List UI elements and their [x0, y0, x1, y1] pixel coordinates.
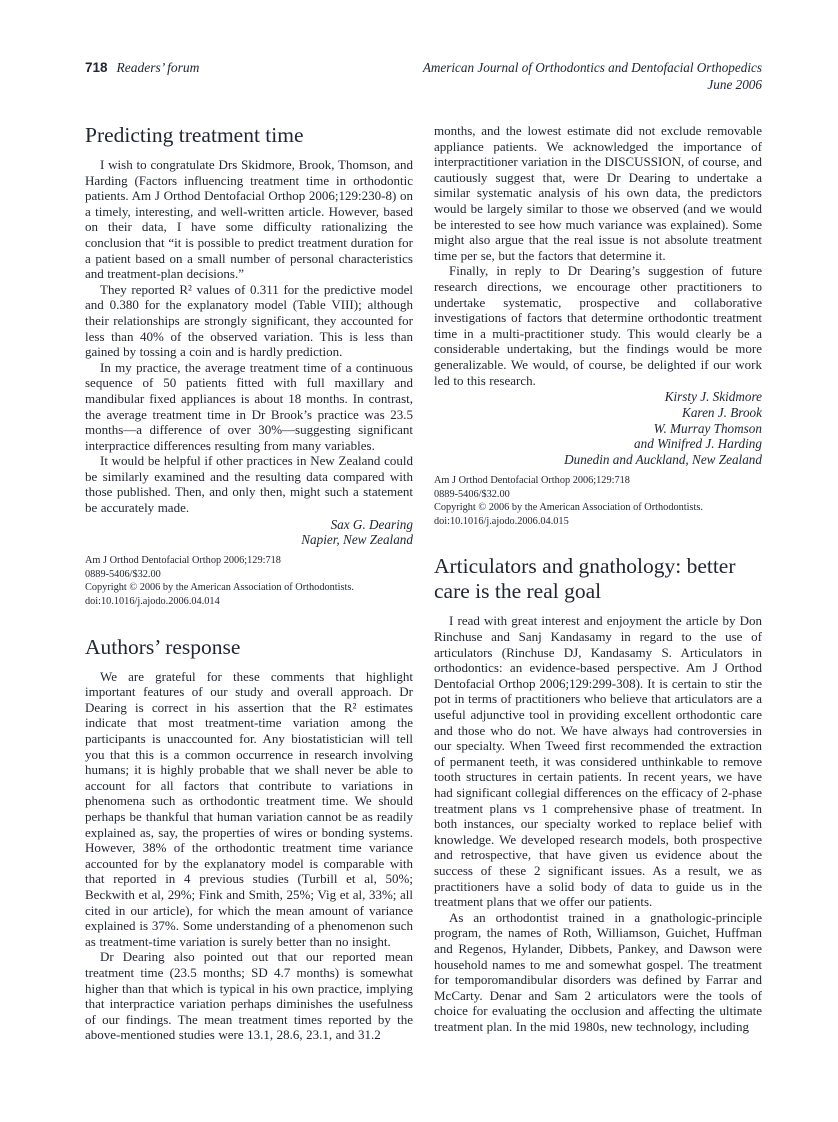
citation-line: doi:10.1016/j.ajodo.2006.04.014 — [85, 596, 220, 608]
left-column — [85, 123, 413, 1043]
issue-date: June 2006 — [707, 76, 762, 92]
letter-paragraph: Dr Dearing also pointed out that our reported mean treatment time (23.5 months; SD 4.7 months) is somewhat higher than that which is typical in his own practice, implying that interpractice variation perhaps diminishes the usefulness of our findings. The mean treatment times reported by the above-mentioned studies were 13.1, 28.6, 23.1, and 31.2 — [85, 949, 413, 1043]
citation-block — [85, 554, 413, 608]
signature-location: Napier, New Zealand — [301, 532, 413, 548]
letter-paragraph: We are grateful for these comments that highlight important features of our study and overall approach. Dr Dearing is correct in his assertion that the R² estimates indicate that most treatment-time variation among the participants is unaccounted for. Any biostatistician will tell you that this is a common occurrence in research involving humans; it is highly probable that we shall never be able to account for all factors that contribute to variations in phenomena such as orthodontic treatment time. We should perhaps be thankful that human variation cannot be as readily explained as, say, the properties of wires or bonding systems. However, 38% of the orthodontic treatment time variance accounted for by the explanatory model is comparable with that reported in 4 previous studies (Turbill et al, 50%; Beckwith et al, 29%; Fink and Smith, 25%; Vig et al, 33%; all cited in our article), for which the mean amount of variance explained is 37%. Some understanding of a phenomenon such as treatment-time variation is surely better than no insight. — [85, 668, 413, 949]
letter-authors-response — [85, 635, 413, 1043]
section-title: Readers’ forum — [116, 60, 200, 75]
citation-line: Am J Orthod Dentofacial Orthop 2006;129:718 — [85, 555, 281, 567]
signature-name: W. Murray Thomson — [653, 420, 762, 436]
journal-name: American Journal of Orthodontics and Dentofacial Orthopedics — [422, 60, 762, 75]
letter-title: Authors’ response — [85, 634, 241, 659]
header-left — [85, 60, 199, 76]
two-column-layout — [85, 123, 762, 1043]
citation-line: Copyright © 2006 by the American Association of Orthodontists. — [85, 582, 354, 594]
signature-name: Sax G. Dearing — [330, 516, 413, 532]
letter-paragraph: In my practice, the average treatment time of a continuous sequence of 50 patients fitted with full maxillary and mandibular fixed appliances is about 18 months. In contrast, the average treatment time in Dr Brook’s practice was 23.5 months—a difference of over 30%—suggesting significant interpractice differences resulting from many variables. — [85, 359, 413, 453]
letter-title: Articulators and gnathology: better care is the real goal — [434, 554, 736, 604]
signature-location: Dunedin and Auckland, New Zealand — [564, 452, 762, 468]
signature-name: Kirsty J. Skidmore — [664, 389, 762, 405]
letter-predicting-treatment-time — [85, 123, 413, 609]
citation-line: Am J Orthod Dentofacial Orthop 2006;129:718 — [434, 475, 630, 487]
letter-paragraph: As an orthodontist trained in a gnathologic-principle program, the names of Roth, Williamson, Guichet, Huffman and Regenos, Hylander, Dibbets, Pankey, and Dawson were household names to me and somewhat gospel. The treatment for temporomandibular disorders was defined by Farrar and McCarty. Denar and Sam 2 articulators were the tools of choice for evaluating the occlusion and affecting the ultimate treatment plan. In the mid 1980s, new technology, including — [434, 909, 762, 1034]
right-column — [434, 123, 762, 1043]
letter-paragraph-continued: months, and the lowest estimate did not exclude removable appliance patients. We acknowledged the importance of interpractitioner variation in the DISCUSSION, of course, and cautiously suggest that, were Dr Dearing to undertake a similar systematic analysis of his own data, the predictors would be largely similar to those we observed (and we would be interested to see how much variance was explained). Some might also argue that the real issue is not absolute treatment time per se, but the factors that determine it. — [434, 123, 762, 263]
citation-line: Copyright © 2006 by the American Association of Orthodontists. — [434, 502, 703, 514]
citation-line: 0889-5406/$32.00 — [85, 568, 161, 580]
citation-block — [434, 474, 762, 528]
letter-paragraph: They reported R² values of 0.311 for the predictive model and 0.380 for the explanatory model (Table VIII); although their relationships are strongly significant, they accounted for less than 40% of the observed variation. This is less than gained by tossing a coin and is hardly prediction. — [85, 281, 413, 360]
citation-line: doi:10.1016/j.ajodo.2006.04.015 — [434, 515, 569, 527]
citation-line: 0889-5406/$32.00 — [434, 488, 510, 500]
page-number: 718 — [85, 60, 108, 75]
letter-paragraph: Finally, in reply to Dr Dearing’s suggestion of future research directions, we encourage other practitioners to undertake systematic, prospective and collaborative investigations of factors that determine orthodontic treatment time in a multi-practitioner study. This would clearly be a considerable undertaking, but the findings would be more generalizable. We would, of course, be delighted if our work led to this research. — [434, 263, 762, 388]
letter-articulators-gnathology — [434, 554, 762, 1034]
signature-name: and Winifred J. Harding — [634, 436, 762, 452]
letter-authors-response-continued — [434, 123, 762, 528]
letter-title: Predicting treatment time — [85, 123, 304, 147]
running-header — [85, 60, 762, 93]
letter-paragraph: I read with great interest and enjoyment the article by Don Rinchuse and Sanj Kandasamy in regard to the use of articulators (Rinchuse DJ, Kandasamy S. Articulators in orthodontics: an evidence-based perspective. Am J Orthod Dentofacial Orthop 2006;129:299-308). It is certain to stir the pot in terms of practitioners who believe that articulators are a useful adjunctive tool in providing excellent orthodontic care and those who do not. We have always had controversies in our specialty. When Tweed first recommended the extraction of permanent teeth, it was considered unthinkable to remove tooth structures in certain patients. In recent years, we have had significant collegial differences on the efficacy of 2-phase treatment plans vs 1 comprehensive phase of treatment. In both instances, our specialty worked to replace belief with knowledge. We developed research models, both prospective and retrospective, that have given us evidence about the success of these 2 significant issues. As a result, we as practitioners have a solid body of data to guide us in the treatment plans that we offer our patients. — [434, 613, 762, 910]
signature-block — [85, 517, 413, 549]
signature-name: Karen J. Brook — [682, 404, 762, 420]
letter-paragraph: It would be helpful if other practices in New Zealand could be similarly examined and the resulting data compared with those published. Then, and only then, might such a statement be accurately made. — [85, 453, 413, 516]
header-right — [423, 60, 762, 93]
letter-paragraph: I wish to congratulate Drs Skidmore, Brook, Thomson, and Harding (Factors influencing treatment time in orthodontic patients. Am J Orthod Dentofacial Orthop 2006;129:230-8) on a timely, interesting, and well-written article. However, based on their data, I have some difficulty rationalizing the conclusion that “it is possible to predict treatment duration for a patient based on a small number of personal characteristics and treatment-plan decisions.” — [85, 157, 413, 282]
signature-block — [434, 389, 762, 468]
